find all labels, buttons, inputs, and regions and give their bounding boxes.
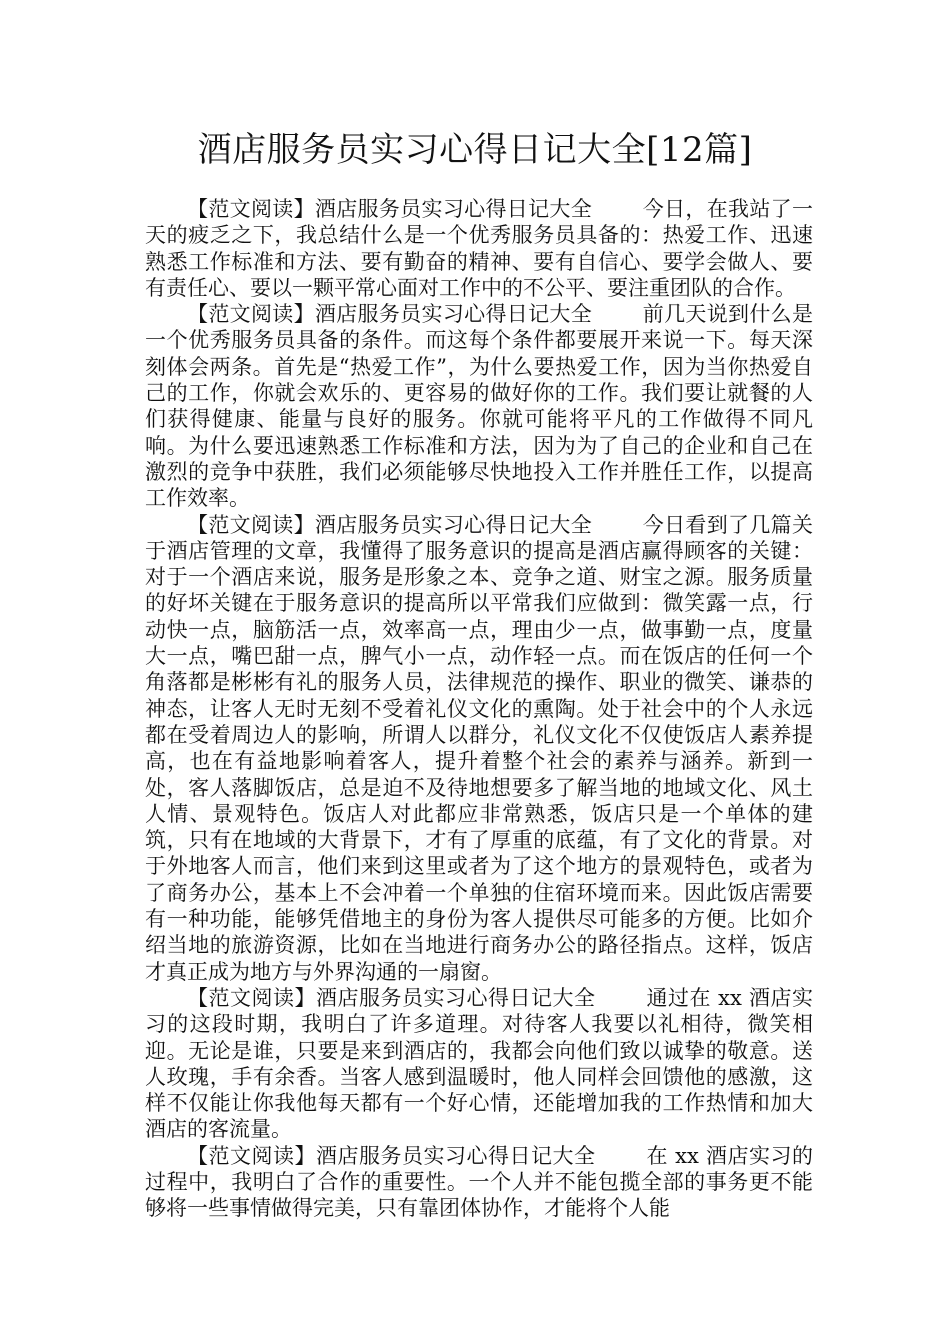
paragraph-text: 通过在 xx 酒店实习的这段时期，我明白了许多道理。对待客人我要以礼相待，微笑相迎。无论是谁，只要是来到酒店的，我都会向他们致以诚挚的敬意。送人玫瑰，手有余香。当客人感到温暖时，他人同样会回馈他的感激，这样不仅能让你我他每天都有一个好心情，还能增加我的工作热情和加大酒店的客流量。 <box>145 985 813 1142</box>
paragraph <box>145 985 813 1143</box>
paragraph-label: 【范文阅读】酒店服务员实习心得日记大全 <box>187 985 596 1010</box>
document-title: 酒店服务员实习心得日记大全[12篇] <box>197 130 753 170</box>
document-body <box>145 196 813 1222</box>
paragraph <box>145 1143 813 1222</box>
paragraph-label: 【范文阅读】酒店服务员实习心得日记大全 <box>187 1143 596 1168</box>
paragraph <box>145 512 813 985</box>
paragraph-text: 今日，在我站了一天的疲乏之下，我总结什么是一个优秀服务员具备的：热爱工作、迅速熟悉工作标准和方法、要有勤奋的精神、要有自信心、要学会做人、要有责任心、要以一颗平常心面对工作中的不公平、要注重团队的合作。 <box>145 197 814 300</box>
paragraph-label: 【范文阅读】酒店服务员实习心得日记大全 <box>187 197 593 221</box>
paragraph <box>145 301 813 511</box>
paragraph <box>145 196 813 301</box>
paragraph-label: 【范文阅读】酒店服务员实习心得日记大全 <box>187 512 593 537</box>
paragraph-label: 【范文阅读】酒店服务员实习心得日记大全 <box>187 302 593 327</box>
paragraph-text: 前几天说到什么是一个优秀服务员具备的条件。而这每个条件都要展开来说一下。每天深刻体会两条。首先是“热爱工作”，为什么要热爱工作，因为当你热爱自己的工作，你就会欢乐的、更容易的做好你的工作。我们要让就餐的人们获得健康、能量与良好的服务。你就可能将平凡的工作做得不同凡响。为什么要迅速熟悉工作标准和方法，因为为了自己的企业和自己在激烈的竞争中获胜，我们必须能够尽快地投入工作并胜任工作，以提高工作效率。 <box>145 302 814 511</box>
paragraph-text: 在 xx 酒店实习的过程中，我明白了合作的重要性。一个人并不能包揽全部的事务更不能够将一些事情做得完美，只有靠团体协作，才能将个人能 <box>145 1143 813 1221</box>
paragraph-text: 今日看到了几篇关于酒店管理的文章，我懂得了服务意识的提高是酒店赢得顾客的关键：对于一个酒店来说，服务是形象之本、竞争之道、财宝之源。服务质量的好坏关键在于服务意识的提高所以平常我们应做到：微笑露一点，行动快一点，脑筋活一点，效率高一点，理由少一点，做事勤一点，度量大一点，嘴巴甜一点，脾气小一点，动作轻一点。而在饭店的任何一个角落都是彬彬有礼的服务人员，法律规范的操作、职业的微笑、谦恭的神态，让客人无时无刻不受着礼仪文化的熏陶。处于社会中的个人永远都在受着周边人的影响，所谓人以群分，礼仪文化不仅使饭店人素养提高，也在有益地影响着客人，提升着整个社会的素养与涵养。新到一处，客人落脚饭店，总是迫不及待地想要多了解当地的地域文化、风土人情、景观特色。饭店人对此都应非常熟悉，饭店只是一个单体的建筑，只有在地域的大背景下，才有了厚重的底蕴，有了文化的背景。对于外地客人而言，他们来到这里或者为了这个地方的景观特色，或者为了商务办公，基本上不会冲着一个单独的住宿环境而来。因此饭店需要有一种功能，能够凭借地主的身份为客人提供尽可能多的方便。比如介绍当地的旅游资源，比如在当地进行商务办公的路径指点。这样，饭店才真正成为地方与外界沟通的一扇窗。 <box>145 512 814 984</box>
